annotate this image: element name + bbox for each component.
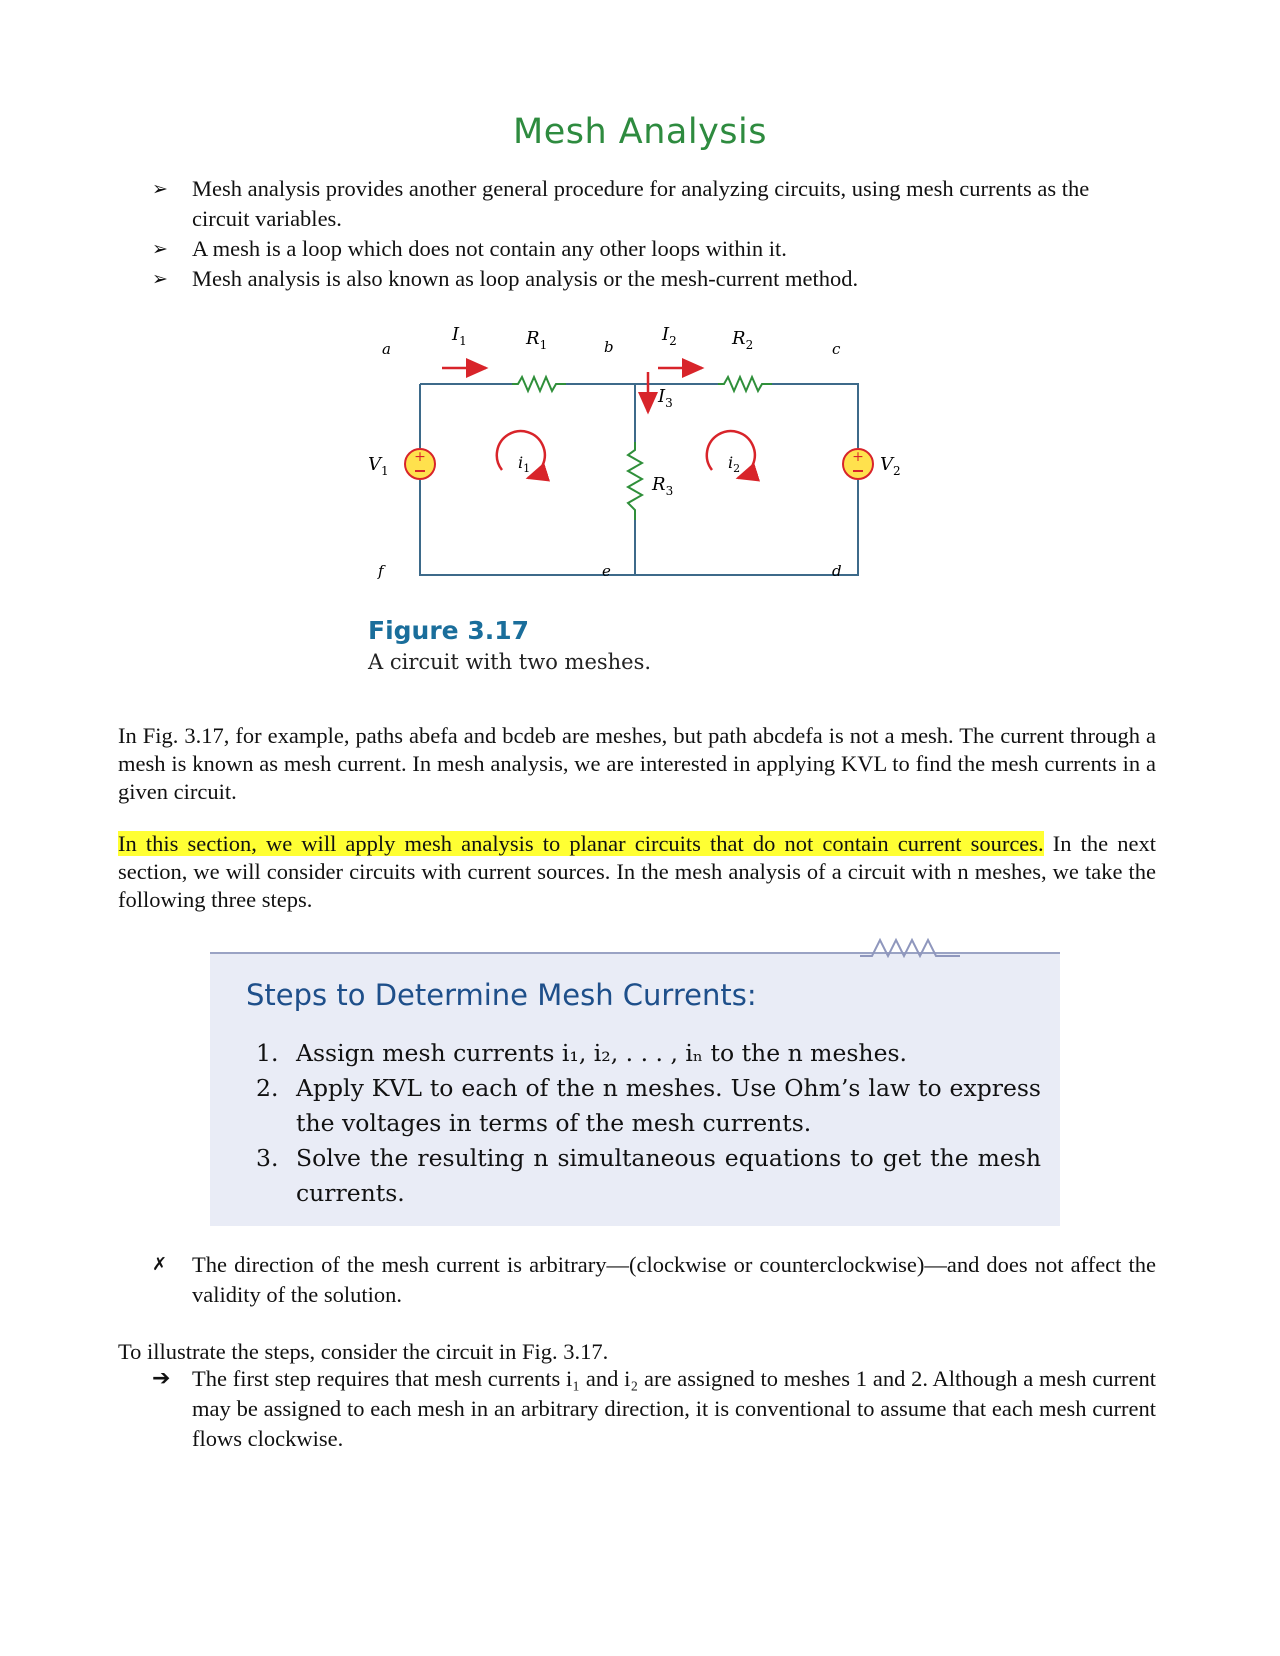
step-detail-text: The first step requires that mesh currents i₁ and i₂ are assigned to meshes 1 and 2. Although a mesh current may be assigned to each mesh in an arbitrary direction, it is conventional to assume that each mesh current flows clockwise. bbox=[192, 1366, 1156, 1451]
bullet-text: Mesh analysis is also known as loop analysis or the mesh-current method. bbox=[192, 266, 859, 291]
step-text: Apply KVL to each of the n meshes. Use Ohm’s law to express the voltages in terms of the mesh currents. bbox=[296, 1074, 1041, 1137]
illustration-intro: To illustrate the steps, consider the circuit in Fig. 3.17. bbox=[118, 1339, 609, 1364]
list-item bbox=[256, 1141, 1041, 1211]
r3-label: $R_3$ bbox=[652, 474, 674, 498]
mesh-i2-label: $i_2$ bbox=[728, 453, 741, 475]
node-a-label: a bbox=[382, 340, 391, 358]
page-title: Mesh Analysis bbox=[513, 112, 767, 152]
step-number: 1. bbox=[256, 1039, 279, 1067]
list-item bbox=[152, 264, 1152, 294]
bullet-list bbox=[152, 174, 1152, 294]
resistor-r1 bbox=[512, 377, 566, 391]
paragraph-text: In the next section, we will consider circuits with current sources. In the mesh analysis of a circuit with n meshes, we take the following three steps. bbox=[118, 831, 1156, 912]
arrowhead-bullet-icon: ➢ bbox=[152, 178, 168, 200]
first-step-detail bbox=[152, 1364, 1156, 1454]
i2-branch-label: $I_2$ bbox=[662, 324, 677, 348]
resistor-r2 bbox=[718, 377, 772, 391]
highlighted-text: In this section, we will apply mesh analysis to planar circuits that do not contain current sources. bbox=[118, 831, 1044, 856]
i1-branch-label: $I_1$ bbox=[452, 324, 467, 348]
node-b-label: b bbox=[604, 338, 614, 356]
circuit-wires bbox=[420, 384, 858, 575]
mesh-i1-label: $i_1$ bbox=[518, 453, 531, 475]
r2-label: $R_2$ bbox=[732, 328, 754, 352]
node-d-label: d bbox=[832, 562, 842, 580]
zigzag-decoration-icon bbox=[860, 932, 960, 958]
figure-label: Figure 3.17 bbox=[368, 616, 530, 645]
step-text: Assign mesh currents i₁, i₂, . . . , iₙ to the n meshes. bbox=[296, 1039, 907, 1067]
bullet-text: Mesh analysis provides another general procedure for analyzing circuits, using mesh currents as the circuit variables. bbox=[192, 176, 1090, 231]
step-number: 3. bbox=[256, 1144, 279, 1172]
arrowhead-bullet-icon: ➢ bbox=[152, 268, 168, 290]
v1-label: $V_1$ bbox=[368, 454, 389, 478]
paragraph-section-scope bbox=[118, 830, 1156, 914]
r1-label: $R_1$ bbox=[526, 328, 548, 352]
circuit-diagram bbox=[340, 320, 960, 620]
resistor-r3 bbox=[628, 442, 642, 520]
right-arrow-icon: ➔ bbox=[152, 1366, 171, 1391]
i3-branch-label: $I_3$ bbox=[658, 386, 673, 410]
step-text: Solve the resulting n simultaneous equations to get the mesh currents. bbox=[296, 1144, 1041, 1207]
list-item bbox=[256, 1071, 1041, 1141]
cross-bullet-icon: ✗ bbox=[152, 1254, 168, 1275]
node-e-label: e bbox=[602, 562, 611, 580]
note-text: The direction of the mesh current is arbitrary—(clockwise or counterclockwise)—and does not affect the validity of the solution. bbox=[192, 1252, 1156, 1307]
circuit-figure bbox=[340, 320, 960, 680]
list-item bbox=[256, 1036, 1041, 1071]
figure-caption: A circuit with two meshes. bbox=[368, 650, 652, 674]
v2-label: $V_2$ bbox=[880, 454, 901, 478]
step-number: 2. bbox=[256, 1074, 279, 1102]
bullet-text: A mesh is a loop which does not contain any other loops within it. bbox=[192, 236, 787, 261]
svg-text:+: + bbox=[852, 449, 864, 465]
voltage-source-v2 bbox=[843, 449, 873, 479]
steps-title: Steps to Determine Mesh Currents: bbox=[246, 978, 757, 1012]
svg-text:+: + bbox=[414, 449, 426, 465]
voltage-source-v1 bbox=[405, 449, 435, 479]
steps-box bbox=[210, 952, 1060, 1226]
node-f-label: f bbox=[378, 562, 384, 580]
list-item bbox=[152, 174, 1152, 234]
paragraph-meshes: In Fig. 3.17, for example, paths abefa and bcdeb are meshes, but path abcdefa is not a mesh. The current through a mesh is known as mesh current. In mesh analysis, we are interested in applying KVL to find the mesh currents in a given circuit. bbox=[118, 723, 1156, 804]
arrowhead-bullet-icon: ➢ bbox=[152, 238, 168, 260]
steps-list bbox=[256, 1036, 1041, 1211]
node-c-label: c bbox=[832, 340, 841, 358]
direction-note bbox=[152, 1250, 1156, 1310]
list-item bbox=[152, 234, 1152, 264]
